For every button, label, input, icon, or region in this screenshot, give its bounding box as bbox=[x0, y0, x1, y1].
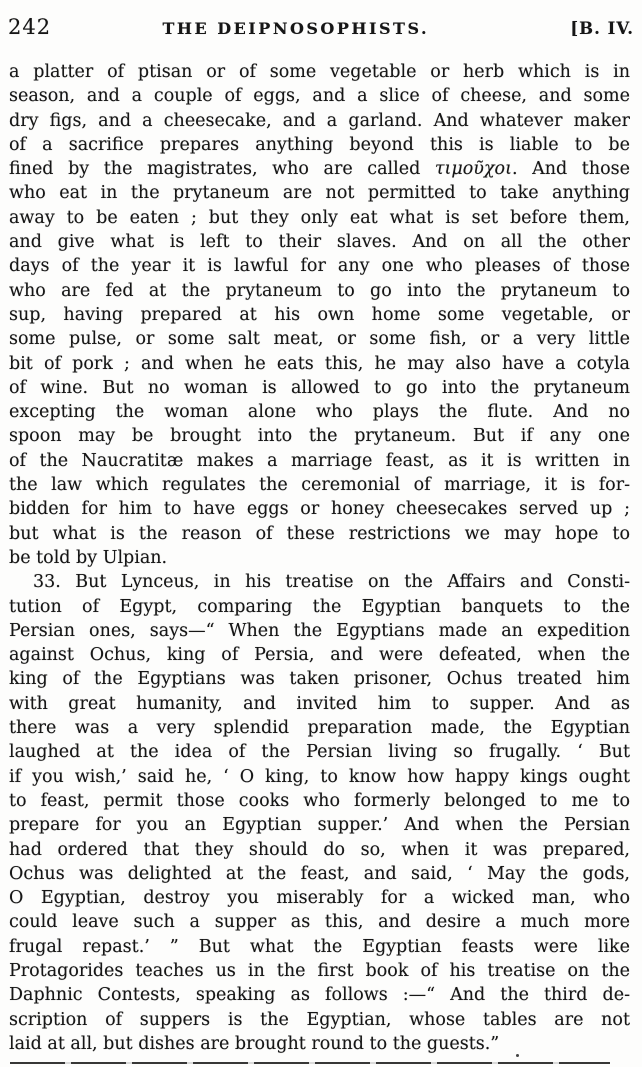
text-line: and give what is left to their slaves. And on all the other bbox=[9, 232, 630, 253]
greek-word: τιμοῦχοι bbox=[434, 159, 512, 180]
text-line: fined by the magistrates, who are called τιμοῦχοι. And those bbox=[9, 159, 630, 180]
text-line: laughed at the idea of the Persian living so frugally. ‘ But bbox=[9, 742, 630, 763]
running-title: THE DEIPNOSOPHISTS. bbox=[162, 19, 430, 38]
text-line: of a sacrifice prepares anything beyond this is liable to be bbox=[9, 134, 630, 155]
text-line: king of the Egyptians was taken prisoner, Ochus treated him bbox=[9, 669, 630, 690]
text-line: there was a very splendid preparation made, the Egyptian bbox=[9, 718, 630, 739]
text-line: of the Naucratitæ makes a marriage feast, as it is written in bbox=[9, 450, 630, 471]
text-line: spoon may be brought into the prytaneum. But if any one bbox=[9, 426, 630, 447]
text-line: to feast, permit those cooks who formerly belonged to me to bbox=[9, 790, 630, 811]
text-line: who are fed at the prytaneum to go into the prytaneum to bbox=[9, 280, 630, 301]
text-line: had ordered that they should do so, when it was prepared, bbox=[9, 839, 630, 860]
page-number: 242 bbox=[8, 15, 52, 39]
text-line: bidden for him to have eggs or honey cheesecakes served up ; bbox=[9, 499, 630, 520]
text-line: could leave such a supper as this, and desire a much more bbox=[9, 912, 630, 933]
text-line: O Egyptian, destroy you miserably for a wicked man, who bbox=[9, 888, 630, 909]
text-line: but what is the reason of these restrictions we may hope to bbox=[9, 523, 630, 544]
text-line: frugal repast.’ ” But what the Egyptian feasts were like bbox=[9, 936, 630, 957]
text-line: excepting the woman alone who plays the flute. And no bbox=[9, 402, 630, 423]
text-line: Persian ones, says—“ When the Egyptians made an expedition bbox=[9, 620, 630, 641]
text-line: Daphnic Contests, speaking as follows :—“ And the third de- bbox=[9, 985, 630, 1006]
paragraph bbox=[9, 60, 630, 570]
paragraph bbox=[9, 570, 630, 1056]
text-line: Ochus was delighted at the feast, and said, ‘ May the gods, bbox=[9, 863, 630, 884]
text-line: scription of suppers is the Egyptian, whose tables are not bbox=[9, 1009, 630, 1030]
text-line: Protagorides teaches us in the first book of his treatise on the bbox=[9, 960, 630, 981]
text-line: sup, having prepared at his own home some vegetable, or bbox=[9, 304, 630, 325]
text-line: the law which regulates the ceremonial of marriage, it is for- bbox=[9, 475, 630, 496]
text-line: some pulse, or some salt meat, or some fish, or a very little bbox=[9, 329, 630, 350]
text-line: days of the year it is lawful for any one who pleases of those bbox=[9, 256, 630, 277]
book-reference: [B. IV. bbox=[570, 19, 634, 38]
scan-artifact-dot bbox=[516, 1054, 519, 1057]
text-line: bit of pork ; and when he eats this, he may also have a cotyla bbox=[9, 353, 630, 374]
text-line: with great humanity, and invited him to supper. And as bbox=[9, 693, 630, 714]
text-line: dry figs, and a cheesecake, and a garland. And whatever maker bbox=[9, 110, 630, 131]
text-line: if you wish,’ said he, ‘ O king, to know how happy kings ought bbox=[9, 766, 630, 787]
text-line: be told by Ulpian. bbox=[9, 547, 168, 568]
text-line: season, and a couple of eggs, and a slice of cheese, and some bbox=[9, 86, 630, 107]
text-line: who eat in the prytaneum are not permitted to take anything bbox=[9, 183, 630, 204]
page-header bbox=[0, 0, 642, 39]
text-line: laid at all, but dishes are brought round to the guests.” bbox=[9, 1033, 500, 1054]
text-line: prepare for you an Egyptian supper.’ And when the Persian bbox=[9, 815, 630, 836]
text-body bbox=[9, 60, 630, 1056]
text-line: against Ochus, king of Persia, and were defeated, when the bbox=[9, 645, 630, 666]
text-line: of wine. But no woman is allowed to go into the prytaneum bbox=[9, 377, 630, 398]
text-line: a platter of ptisan or of some vegetable or herb which is in bbox=[9, 62, 630, 82]
page-bottom-rule bbox=[10, 1062, 610, 1064]
text-line: tution of Egypt, comparing the Egyptian banquets to the bbox=[9, 596, 630, 617]
text-line: away to be eaten ; but they only eat what is set before them, bbox=[9, 207, 630, 228]
text-line: 33. But Lynceus, in his treatise on the Affairs and Consti- bbox=[33, 572, 630, 593]
